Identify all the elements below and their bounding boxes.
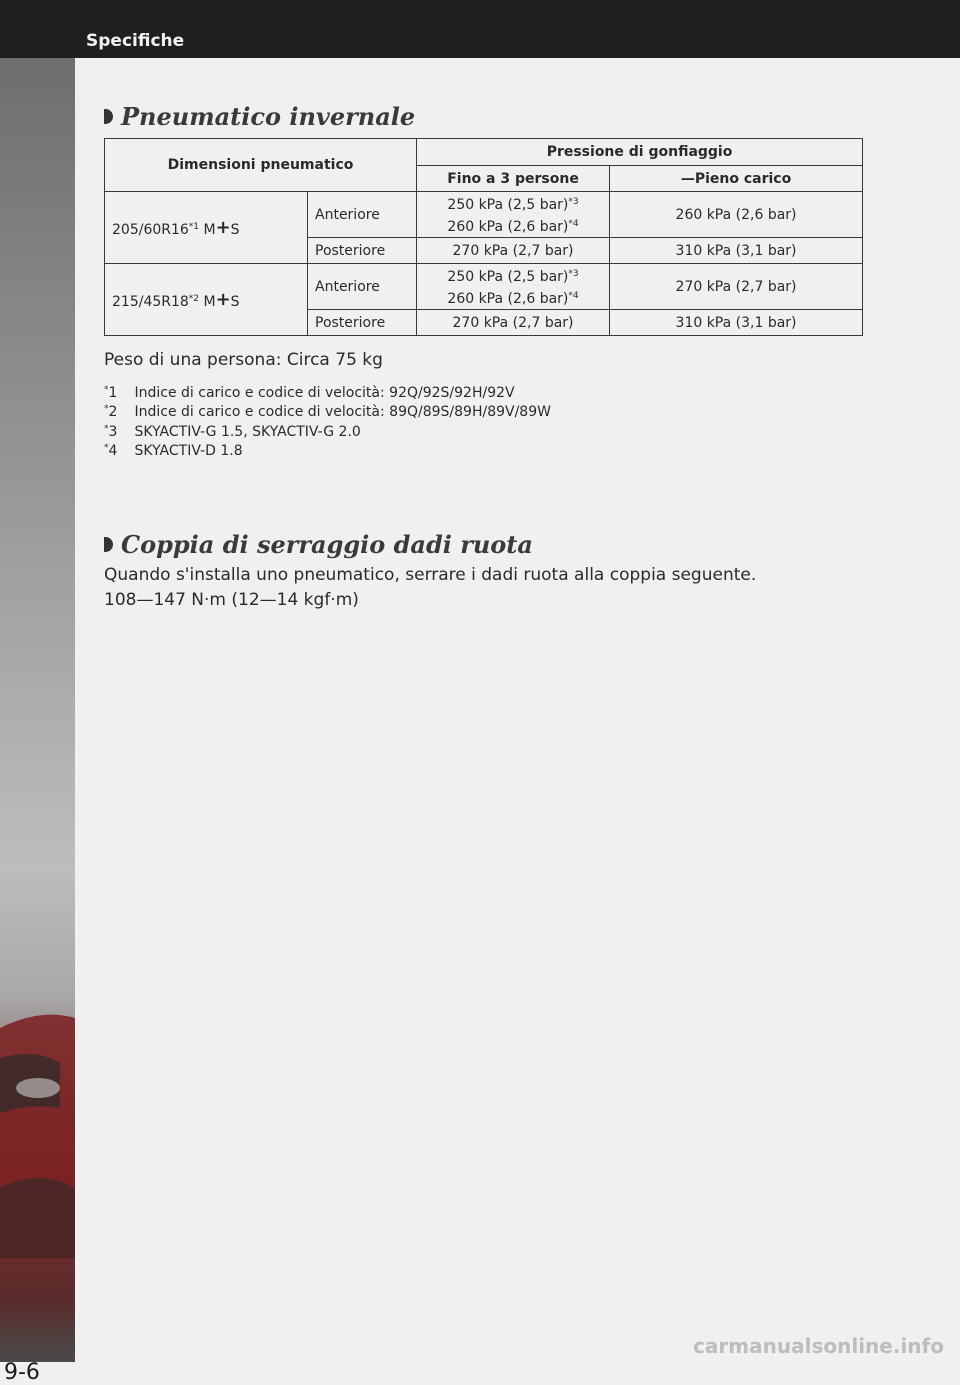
tire-pressure-table	[104, 138, 863, 336]
header-pressure: Pressione di gonfiaggio	[417, 139, 863, 166]
tire-size: 215/45R18	[112, 294, 189, 310]
section-marker-icon	[104, 109, 113, 124]
pressure-value: 250 kPa (2,5 bar)	[447, 268, 569, 285]
header-full-load: —Pieno carico	[610, 166, 863, 192]
footnote-num: 1	[108, 385, 118, 401]
pressure-front	[417, 192, 610, 238]
footnote-num: 3	[108, 424, 118, 440]
pressure-front	[417, 264, 610, 310]
footnote-ref: *2	[188, 294, 200, 304]
plus-icon: +	[215, 217, 231, 238]
footnote-ref: *1	[188, 222, 200, 232]
tire-size: 205/60R16	[112, 222, 189, 238]
pressure-rear: 270 kPa (2,7 bar)	[417, 238, 610, 264]
position-rear: Posteriore	[308, 310, 417, 336]
section-marker-icon	[104, 537, 113, 552]
footnote-mark: *	[104, 424, 109, 434]
footnote-ref: *3	[568, 268, 579, 279]
header-bar	[0, 0, 960, 58]
header-title: Specifiche	[86, 31, 185, 51]
mark-suffix: S	[230, 222, 240, 238]
pressure-front-full: 270 kPa (2,7 bar)	[610, 264, 863, 310]
pressure-value: 260 kPa (2,6 bar)	[447, 290, 569, 307]
plus-icon: +	[215, 289, 231, 310]
header-tire-size: Dimensioni pneumatico	[105, 139, 417, 192]
person-weight: Peso di una persona: Circa 75 kg	[104, 350, 383, 370]
footnote	[104, 385, 515, 401]
watermark: carmanualsonline.info	[693, 1334, 944, 1358]
section-title-text: Coppia di serraggio dadi ruota	[121, 530, 533, 559]
footnote-text: Indice di carico e codice di velocità: 89Q/89S/89H/89V/89W	[134, 404, 551, 420]
position-rear: Posteriore	[308, 238, 417, 264]
position-front: Anteriore	[308, 264, 417, 310]
torque-instruction: Quando s'installa uno pneumatico, serrare i dadi ruota alla coppia seguente.	[104, 565, 757, 585]
tire-size-cell	[105, 264, 308, 336]
torque-value: 108—147 N·m (12—14 kgf·m)	[104, 590, 359, 610]
car-image	[0, 988, 75, 1258]
footnote	[104, 424, 361, 440]
page-number: 9-6	[4, 1360, 40, 1385]
footnote-num: 4	[108, 443, 118, 459]
footnote-mark: *	[104, 443, 109, 453]
position-front: Anteriore	[308, 192, 417, 238]
tire-size-cell	[105, 192, 308, 264]
footnote-text: SKYACTIV-G 1.5, SKYACTIV-G 2.0	[134, 424, 361, 440]
footnote	[104, 443, 243, 459]
footnote-ref: *4	[568, 218, 579, 229]
footnote-ref: *3	[568, 196, 579, 207]
footnote-text: SKYACTIV-D 1.8	[134, 443, 243, 459]
mark-prefix: M	[203, 294, 216, 310]
footnote-mark: *	[104, 404, 109, 414]
section-title-torque	[104, 530, 533, 559]
footnote-text: Indice di carico e codice di velocità: 92Q/92S/92H/92V	[134, 385, 515, 401]
header-up-to-3: Fino a 3 persone	[417, 166, 610, 192]
sidebar-strip	[0, 58, 75, 1385]
pressure-rear: 270 kPa (2,7 bar)	[417, 310, 610, 336]
pressure-value: 250 kPa (2,5 bar)	[447, 196, 569, 213]
footnote-mark: *	[104, 385, 109, 395]
section-title-winter-tire	[104, 102, 415, 131]
footnote	[104, 404, 551, 420]
pressure-rear-full: 310 kPa (3,1 bar)	[610, 238, 863, 264]
pressure-value: 260 kPa (2,6 bar)	[447, 218, 569, 235]
footnote-ref: *4	[568, 290, 579, 301]
pressure-front-full: 260 kPa (2,6 bar)	[610, 192, 863, 238]
mark-prefix: M	[203, 222, 216, 238]
mark-suffix: S	[230, 294, 240, 310]
section-title-text: Pneumatico invernale	[121, 102, 416, 131]
pressure-rear-full: 310 kPa (3,1 bar)	[610, 310, 863, 336]
footnote-num: 2	[108, 404, 118, 420]
